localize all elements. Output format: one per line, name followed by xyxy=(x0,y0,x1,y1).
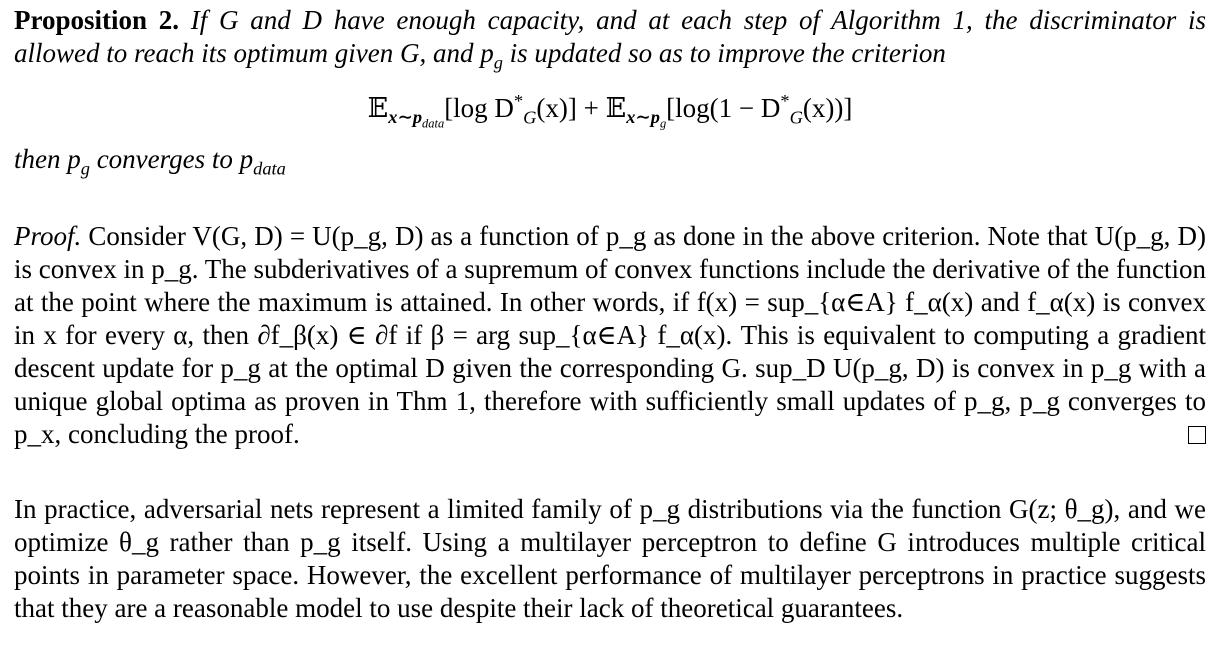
proof-block xyxy=(14,220,1206,451)
practice-paragraph: In practice, adversarial nets represent a limited family of p_g distributions via the function G(z; θ_g), and we optimize θ_g rather than p_g itself. Using a multilayer perceptron to define G introduces multiple critical points in parameter space. However, the excellent performance of multilayer perceptrons in practice suggests that they are a reasonable model to use despite their lack of theoretical guarantees. xyxy=(14,494,1206,623)
proof-text: Consider V(G, D) = U(p_g, D) as a function of p_g as done in the above criterion. Note that U(p_g, D) is convex in p_g. The subderivatives of a supremum of convex functions include the derivative of the function at the point where the maximum is attained. In other words, if f(x) = sup_{α∈A} f_α(x) and f_α(x) is convex in x for every α, then ∂f_β(x) ∈ ∂f if β = arg sup_{α∈A} f_α(x). This is equivalent to computing a gradient descent update for p_g at the optimal D given the corresponding G. sup_D U(p_g, D) is convex in p_g with a unique global optima as proven in Thm 1, therefore with sufficiently small updates of p_g, p_g converges to p_x, concluding the proof. xyxy=(14,221,1207,449)
proof-label: Proof. xyxy=(14,221,82,251)
practice-block xyxy=(14,493,1206,625)
proposition-statement xyxy=(14,4,1207,73)
qed-symbol xyxy=(1188,426,1206,444)
proposition-conclusion: then $p_g$ converges to $p_{data}$ xyxy=(14,144,286,179)
criterion-equation: 𝔼$_{x\sim p_{data}}$[log $D^*_G(x)$] + 𝔼$_{x\sim p_g}$[log(1 − $D^*_G(x)$)] xyxy=(367,91,853,132)
proposition-label: Proposition 2. xyxy=(14,5,180,35)
proposition-text: If G and D have enough capacity, and at each step of Algorithm 1, the discriminator is allowed to reach its optimum given G, and $p_g$ is updated so as to improve the criterion xyxy=(14,5,1207,73)
proof-paragraph xyxy=(14,220,1206,451)
paper-page xyxy=(14,4,1206,625)
